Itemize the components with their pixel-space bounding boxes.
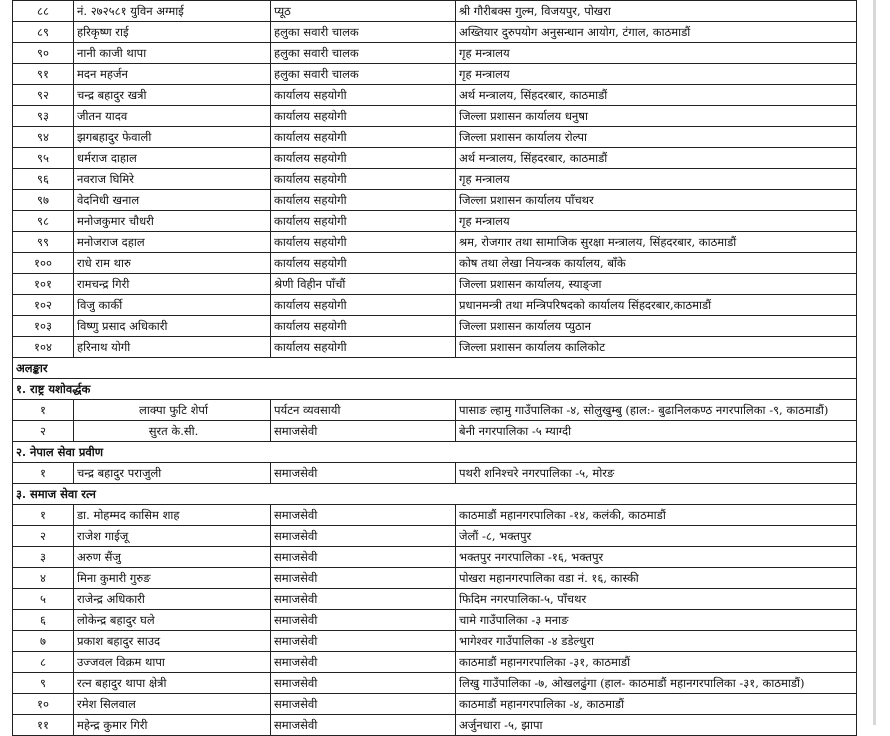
table-body-sec3 <box>13 505 857 736</box>
sec1-heading: १. राष्ट्र यशोवर्द्धक <box>13 379 857 400</box>
office-address-cell: गृह मन्त्रालय <box>456 64 857 85</box>
designation-cell: समाजसेवी <box>271 568 456 589</box>
table-row <box>13 316 857 337</box>
table-body-sec1 <box>13 400 857 442</box>
section-heading-row <box>13 442 857 463</box>
office-address-cell: श्री गौरीबक्स गुल्म, विजयपुर, पोखरा <box>456 1 857 22</box>
serial-number-cell: १ <box>13 505 74 526</box>
table-row <box>13 253 857 274</box>
office-address-cell: काठमाडौं महानगरपालिका -३१, काठमाडौं <box>456 652 857 673</box>
sec2-head <box>13 442 857 463</box>
table-row <box>13 400 857 421</box>
name-cell: उज्जवल विक्रम थापा <box>74 652 271 673</box>
table-row <box>13 64 857 85</box>
designation-cell: श्रेणी विहीन पाँचौं <box>271 274 456 295</box>
office-address-cell: चामे गाउँपालिका -३ मनाङ <box>456 610 857 631</box>
award-table <box>12 0 857 736</box>
office-address-cell: काठमाडौं महानगरपालिका -१४, कलंकी, काठमाडौं <box>456 505 857 526</box>
office-address-cell: अर्जुनधारा -५, झापा <box>456 715 857 736</box>
designation-cell: पर्यटन व्यवसायी <box>271 400 456 421</box>
designation-cell: कार्यालय सहयोगी <box>271 190 456 211</box>
designation-cell: समाजसेवी <box>271 505 456 526</box>
designation-cell: कार्यालय सहयोगी <box>271 316 456 337</box>
table-row <box>13 631 857 652</box>
name-cell: हरिनाथ योगी <box>74 337 271 358</box>
name-cell: सुरत के.सी. <box>74 421 271 442</box>
designation-cell: समाजसेवी <box>271 526 456 547</box>
table-row <box>13 232 857 253</box>
name-cell: विष्णु प्रसाद अधिकारी <box>74 316 271 337</box>
serial-number-cell: ९८ <box>13 211 74 232</box>
name-cell: विजु कार्की <box>74 295 271 316</box>
name-cell: चन्द्र बहादुर पराजुली <box>74 463 271 484</box>
serial-number-cell: २ <box>13 526 74 547</box>
office-address-cell: जिल्ला प्रशासन कार्यालय पाँचथर <box>456 190 857 211</box>
name-cell: वेदनिधी खनाल <box>74 190 271 211</box>
table-row <box>13 673 857 694</box>
office-address-cell: गृह मन्त्रालय <box>456 169 857 190</box>
office-address-cell: अख्तियार दुरुपयोग अनुसन्धान आयोग, टंगाल, काठमाडौं <box>456 22 857 43</box>
office-address-cell: पोखरा महानगरपालिका वडा नं. १६, कास्की <box>456 568 857 589</box>
table-row <box>13 1 857 22</box>
section-heading-row <box>13 484 857 505</box>
table-row <box>13 85 857 106</box>
office-address-cell: जिल्ला प्रशासन कार्यालय, स्याङ्जा <box>456 274 857 295</box>
designation-cell: समाजसेवी <box>271 589 456 610</box>
name-cell: जीतन यादव <box>74 106 271 127</box>
designation-cell: हलुका सवारी चालक <box>271 43 456 64</box>
name-cell: मनोजकुमार चौधरी <box>74 211 271 232</box>
serial-number-cell: ९७ <box>13 190 74 211</box>
table-row <box>13 43 857 64</box>
serial-number-cell: ११ <box>13 715 74 736</box>
office-address-cell: जिल्ला प्रशासन कार्यालय रोल्पा <box>456 127 857 148</box>
serial-number-cell: १०४ <box>13 337 74 358</box>
designation-cell: कार्यालय सहयोगी <box>271 253 456 274</box>
table-row <box>13 421 857 442</box>
page-edge <box>873 0 876 725</box>
table-row <box>13 568 857 589</box>
table-row <box>13 337 857 358</box>
table-row <box>13 148 857 169</box>
name-cell: मदन महर्जन <box>74 64 271 85</box>
table-row <box>13 526 857 547</box>
serial-number-cell: ९ <box>13 673 74 694</box>
name-cell: चन्द्र बहादुर खत्री <box>74 85 271 106</box>
serial-number-cell: ९६ <box>13 169 74 190</box>
designation-cell: प्यूठ <box>271 1 456 22</box>
designation-cell: कार्यालय सहयोगी <box>271 106 456 127</box>
serial-number-cell: ७ <box>13 631 74 652</box>
serial-number-cell: ८ <box>13 652 74 673</box>
name-cell: राजेश गाईजू <box>74 526 271 547</box>
serial-number-cell: ६ <box>13 610 74 631</box>
designation-cell: समाजसेवी <box>271 652 456 673</box>
serial-number-cell: १०० <box>13 253 74 274</box>
name-cell: मनोजराज दहाल <box>74 232 271 253</box>
table-row <box>13 190 857 211</box>
serial-number-cell: १ <box>13 463 74 484</box>
name-cell: नं. २७२५८१ युविन अग्माई <box>74 1 271 22</box>
table-row <box>13 295 857 316</box>
table-body-staff <box>13 1 857 358</box>
name-cell: नानी काजी थापा <box>74 43 271 64</box>
name-cell: राजेन्द्र अधिकारी <box>74 589 271 610</box>
name-cell: राधे राम थारु <box>74 253 271 274</box>
serial-number-cell: १० <box>13 694 74 715</box>
name-cell: रत्न बहादुर थापा क्षेत्री <box>74 673 271 694</box>
table-row <box>13 22 857 43</box>
serial-number-cell: ९४ <box>13 127 74 148</box>
serial-number-cell: ४ <box>13 568 74 589</box>
office-address-cell: गृह मन्त्रालय <box>456 43 857 64</box>
office-address-cell: भागेश्वर गाउँपालिका -४ डडेल्धुरा <box>456 631 857 652</box>
table-row <box>13 211 857 232</box>
office-address-cell: पथरी शनिश्चरे नगरपालिका -५, मोरङ <box>456 463 857 484</box>
serial-number-cell: ९५ <box>13 148 74 169</box>
office-address-cell: भक्तपुर नगरपालिका -१६, भक्तपुर <box>456 547 857 568</box>
office-address-cell: कोष तथा लेखा नियन्त्रक कार्यालय, बाँके <box>456 253 857 274</box>
serial-number-cell: ३ <box>13 547 74 568</box>
designation-cell: हलुका सवारी चालक <box>271 64 456 85</box>
serial-number-cell: १०२ <box>13 295 74 316</box>
sec2-heading: २. नेपाल सेवा प्रवीण <box>13 442 857 463</box>
table-body-sec2 <box>13 463 857 484</box>
designation-cell: कार्यालय सहयोगी <box>271 148 456 169</box>
designation-cell: समाजसेवी <box>271 694 456 715</box>
name-cell: लाक्पा फुटि शेर्पा <box>74 400 271 421</box>
table-row <box>13 589 857 610</box>
serial-number-cell: ८८ <box>13 1 74 22</box>
designation-cell: कार्यालय सहयोगी <box>271 127 456 148</box>
table-row <box>13 694 857 715</box>
table-row <box>13 652 857 673</box>
office-address-cell: जिल्ला प्रशासन कार्यालय प्युठान <box>456 316 857 337</box>
designation-cell: कार्यालय सहयोगी <box>271 211 456 232</box>
award-list-document <box>12 0 856 736</box>
table-row <box>13 505 857 526</box>
designation-cell: कार्यालय सहयोगी <box>271 169 456 190</box>
name-cell: डा. मोहम्मद कासिम शाह <box>74 505 271 526</box>
alankar-section <box>13 358 857 400</box>
table-row <box>13 106 857 127</box>
designation-cell: समाजसेवी <box>271 463 456 484</box>
serial-number-cell: ९२ <box>13 85 74 106</box>
serial-number-cell: १०१ <box>13 274 74 295</box>
office-address-cell: जेलौं -८, भक्तपुर <box>456 526 857 547</box>
office-address-cell: अर्थ मन्त्रालय, सिंहदरबार, काठमाडौं <box>456 85 857 106</box>
section-heading-row <box>13 358 857 379</box>
name-cell: धर्मराज दाहाल <box>74 148 271 169</box>
serial-number-cell: ९९ <box>13 232 74 253</box>
designation-cell: समाजसेवी <box>271 610 456 631</box>
office-address-cell: गृह मन्त्रालय <box>456 211 857 232</box>
serial-number-cell: ९० <box>13 43 74 64</box>
name-cell: प्रकाश बहादुर साउद <box>74 631 271 652</box>
designation-cell: कार्यालय सहयोगी <box>271 85 456 106</box>
designation-cell: समाजसेवी <box>271 421 456 442</box>
table-row <box>13 547 857 568</box>
table-row <box>13 610 857 631</box>
section-heading-row <box>13 379 857 400</box>
serial-number-cell: २ <box>13 421 74 442</box>
office-address-cell: जिल्ला प्रशासन कार्यालय धनुषा <box>456 106 857 127</box>
name-cell: महेन्द्र कुमार गिरी <box>74 715 271 736</box>
table-row <box>13 169 857 190</box>
name-cell: नवराज घिमिरे <box>74 169 271 190</box>
alankar-heading: अलङ्कार <box>13 358 857 379</box>
serial-number-cell: ८९ <box>13 22 74 43</box>
office-address-cell: प्रधानमन्त्री तथा मन्त्रिपरिषदको कार्यालय सिंहदरबार,काठमाडौं <box>456 295 857 316</box>
name-cell: मिना कुमारी गुरुङ <box>74 568 271 589</box>
office-address-cell: फिदिम नगरपालिका-५, पाँचथर <box>456 589 857 610</box>
designation-cell: समाजसेवी <box>271 547 456 568</box>
name-cell: झगबहादुर फेवाली <box>74 127 271 148</box>
designation-cell: समाजसेवी <box>271 631 456 652</box>
office-address-cell: लिखु गाउँपालिका -७, ओखलढुंगा (हाल- काठमाडौं महानगरपालिका -३१, काठमाडौं) <box>456 673 857 694</box>
sec3-heading: ३. समाज सेवा रत्न <box>13 484 857 505</box>
serial-number-cell: ५ <box>13 589 74 610</box>
office-address-cell: श्रम, रोजगार तथा सामाजिक सुरक्षा मन्त्रालय, सिंहदरबार, काठमाडौं <box>456 232 857 253</box>
sec3-head <box>13 484 857 505</box>
office-address-cell: पासाङ ल्हामु गाउँपालिका -४, सोलुखुम्बु (हाल:- बुढानिलकण्ठ नगरपालिका -९, काठमाडौं) <box>456 400 857 421</box>
table-row <box>13 715 857 736</box>
table-row <box>13 463 857 484</box>
designation-cell: कार्यालय सहयोगी <box>271 295 456 316</box>
designation-cell: समाजसेवी <box>271 715 456 736</box>
office-address-cell: बेनी नगरपालिका -५ म्याग्दी <box>456 421 857 442</box>
table-row <box>13 127 857 148</box>
office-address-cell: जिल्ला प्रशासन कार्यालय कालिकोट <box>456 337 857 358</box>
table-row <box>13 274 857 295</box>
serial-number-cell: ९३ <box>13 106 74 127</box>
designation-cell: कार्यालय सहयोगी <box>271 337 456 358</box>
name-cell: लोकेन्द्र बहादुर घले <box>74 610 271 631</box>
office-address-cell: अर्थ मन्त्रालय, सिंहदरबार, काठमाडौं <box>456 148 857 169</box>
designation-cell: कार्यालय सहयोगी <box>271 232 456 253</box>
name-cell: अरुण सैंजु <box>74 547 271 568</box>
name-cell: रामचन्द्र गिरी <box>74 274 271 295</box>
serial-number-cell: ९१ <box>13 64 74 85</box>
name-cell: हरिकृष्ण राई <box>74 22 271 43</box>
designation-cell: समाजसेवी <box>271 673 456 694</box>
serial-number-cell: १०३ <box>13 316 74 337</box>
serial-number-cell: १ <box>13 400 74 421</box>
office-address-cell: काठमाडौं महानगरपालिका -४, काठमाडौं <box>456 694 857 715</box>
designation-cell: हलुका सवारी चालक <box>271 22 456 43</box>
name-cell: रमेश सिलवाल <box>74 694 271 715</box>
